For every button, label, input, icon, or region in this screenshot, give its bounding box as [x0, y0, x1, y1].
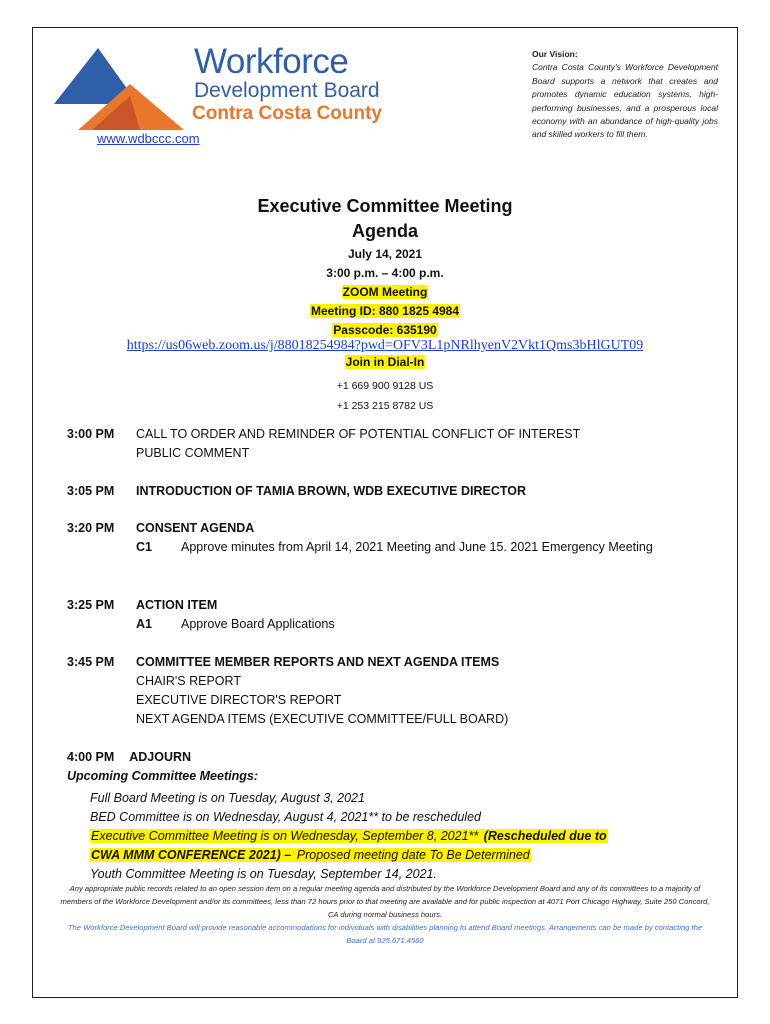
vision-text: Contra Costa County's Workforce Development Board supports a network that creates and promotes dynamic education systems, high-performing businesses, and a prosperous local economy with an abundance of high-quality jobs and skilled workers to fill them.	[532, 62, 718, 140]
agenda-item-adjourn	[67, 750, 191, 764]
logo-county: Contra Costa County	[192, 103, 382, 124]
meeting-passcode: Passcode: 635190	[333, 323, 437, 337]
agenda-time: 3:00 PM	[67, 427, 115, 441]
title-line1: Executive Committee Meeting	[257, 196, 513, 216]
upcoming-exec-note: (Rescheduled due to	[483, 829, 607, 843]
upcoming-executive-cont	[90, 846, 690, 865]
agenda-item-text: Approve Board Applications	[181, 617, 335, 631]
footer-ada-notice: The Workforce Development Board will provide reasonable accommodations for individuals with disabilities planning to attend Board meetings. Arrangements can be made by contacting the Board at 925.671.4560	[67, 923, 703, 945]
zoom-label: ZOOM Meeting	[342, 285, 428, 299]
agenda-item-text: NEXT AGENDA ITEMS (EXECUTIVE COMMITTEE/FULL BOARD)	[136, 712, 509, 726]
vision-block	[532, 48, 718, 142]
agenda-time: 3:25 PM	[67, 598, 115, 612]
agenda-item-text: CHAIR'S REPORT	[136, 674, 241, 688]
zoom-link[interactable]: https://us06web.zoom.us/j/88018254984?pwd=OFV3L1pNRlhyenV2Vkt1Qms3bHlGUT09	[126, 338, 644, 353]
logo-subtitle: Development Board	[194, 79, 380, 102]
logo-mark-icon	[52, 44, 192, 134]
meeting-id: Meeting ID: 880 1825 4984	[310, 304, 460, 318]
upcoming-exec-proposed: Proposed meeting date To Be Determined	[293, 848, 530, 862]
agenda-time: 4:00 PM	[67, 750, 115, 764]
logo-title: Workforce	[194, 42, 349, 81]
dial-in-heading	[40, 355, 730, 369]
meeting-time: 3:00 p.m. – 4:00 p.m.	[326, 266, 444, 280]
agenda-time: 3:45 PM	[67, 655, 115, 669]
agenda-item-text: CALL TO ORDER AND REMINDER OF POTENTIAL CONFLICT OF INTEREST	[136, 427, 581, 441]
phone-number-1: +1 669 900 9128 US	[336, 380, 434, 392]
agenda-item-text: EXECUTIVE DIRECTOR'S REPORT	[136, 693, 342, 707]
page-title	[40, 194, 730, 244]
upcoming-bed: BED Committee is on Wednesday, August 4, 2021** to be rescheduled	[90, 810, 481, 824]
upcoming-exec-date: Executive Committee Meeting is on Wednesday, September 8, 2021**	[91, 829, 482, 843]
agenda-item-text: INTRODUCTION OF TAMIA BROWN, WDB EXECUTIVE DIRECTOR	[136, 484, 527, 498]
upcoming-heading: Upcoming Committee Meetings:	[67, 769, 258, 783]
dial-in-phones	[40, 376, 730, 416]
upcoming-exec-conference: CWA MMM CONFERENCE 2021) –	[91, 848, 292, 862]
agenda-item-heading: CONSENT AGENDA	[136, 521, 255, 535]
agenda-time: 3:20 PM	[67, 521, 115, 535]
upcoming-executive	[90, 827, 690, 846]
agenda-time: 3:05 PM	[67, 484, 115, 498]
agenda-item-code: C1	[136, 540, 152, 554]
org-logo	[52, 42, 382, 134]
dial-in-label: Join in Dial-In	[345, 355, 425, 369]
agenda-item-code: A1	[136, 617, 152, 631]
website-link[interactable]: www.wdbccc.com	[97, 131, 200, 146]
agenda-item-heading: COMMITTEE MEMBER REPORTS AND NEXT AGENDA ITEMS	[136, 655, 500, 669]
upcoming-full-board: Full Board Meeting is on Tuesday, August 3, 2021	[90, 791, 365, 805]
footer-legal-notice: Any appropriate public records related to an open session item on a regular meeting agenda and distributed by the Workforce Development Board and any of its committees to a majority of members of the Workforce Development and/or its committees, less than 72 hours prior to that meeting are available and for public inspection at 4071 Port Chicago Highway, Suite 250 Concord, CA during normal business hours.	[60, 884, 710, 919]
phone-number-2: +1 253 215 8782 US	[336, 400, 434, 412]
agenda-item-text: PUBLIC COMMENT	[136, 446, 250, 460]
title-line2: Agenda	[351, 221, 418, 241]
meeting-date: July 14, 2021	[347, 247, 423, 261]
adjourn-label: ADJOURN	[129, 750, 192, 764]
agenda-item-text: Approve minutes from April 14, 2021 Meeting and June 15. 2021 Emergency Meeting	[181, 540, 653, 554]
upcoming-youth: Youth Committee Meeting is on Tuesday, September 14, 2021.	[90, 867, 437, 881]
vision-heading: Our Vision:	[532, 49, 578, 59]
meeting-details	[40, 245, 730, 340]
upcoming-meetings	[90, 789, 690, 884]
agenda-item-heading: ACTION ITEM	[136, 598, 218, 612]
